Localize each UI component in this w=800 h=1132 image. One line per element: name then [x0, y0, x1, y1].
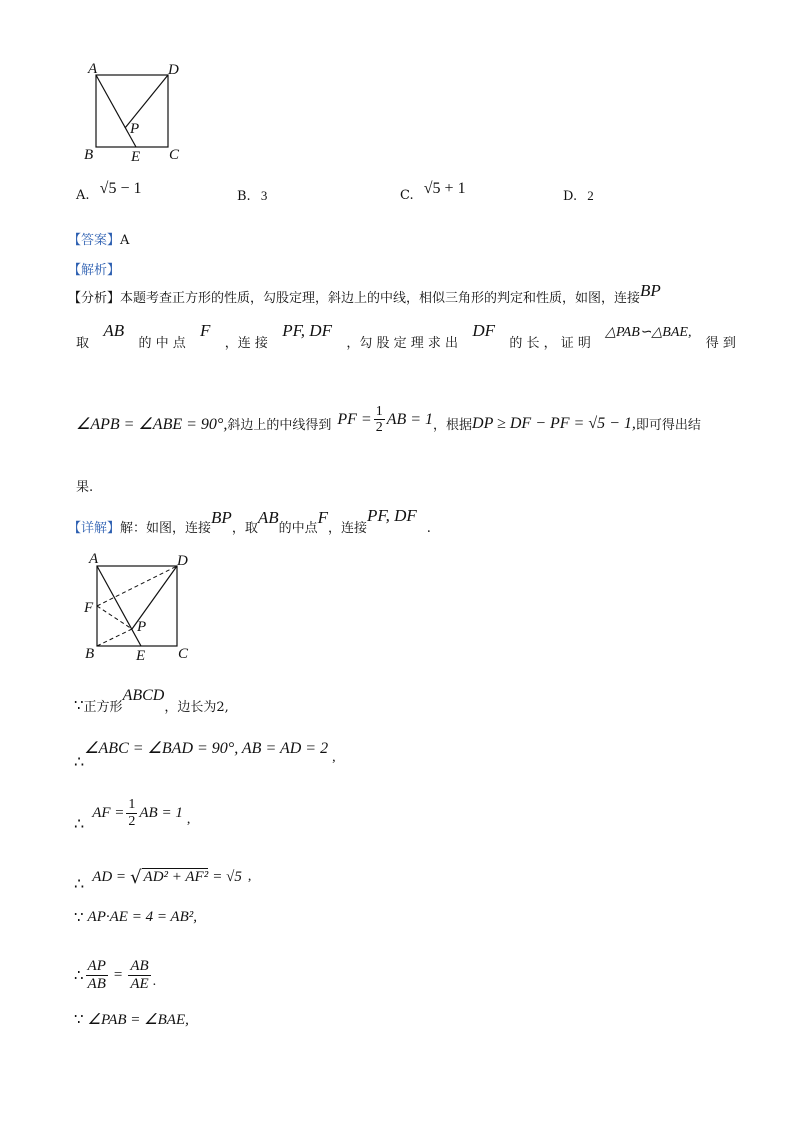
proof-step4-radicand: AD² + AF² [143, 869, 209, 885]
proof-step2-end: , [332, 750, 336, 765]
fenxi-line2-c: ，连 接 [224, 336, 268, 351]
proof-step4-end: , [247, 869, 252, 884]
fenxi-line2-d: ，勾 股 定 理 求 出 [346, 336, 458, 351]
label-a: A [88, 62, 98, 77]
label-c: C [169, 147, 180, 163]
fenxi-line2-m4: DF [472, 321, 495, 340]
proof-step4-m2: = √5 [212, 868, 242, 885]
proof-step2-math: ∠ABC = ∠BAD = 90°, AB = AD = 2 [84, 740, 329, 757]
label2-b: B [85, 646, 95, 662]
proof-step5 [74, 908, 197, 927]
option-a [76, 180, 142, 204]
proof-step5-math: AP·AE = 4 = AB², [87, 909, 197, 925]
fenxi-line4 [76, 476, 93, 495]
proof-step1-text2: ，边长为2, [164, 700, 229, 715]
xiangjie-m3: F [317, 508, 329, 527]
label-d: D [168, 62, 179, 78]
proof-step3-m2: AB = 1 [139, 804, 183, 821]
segment2-fd-dashed [97, 566, 177, 606]
proof-step7 [74, 1010, 189, 1029]
proof-step3-frac-num: 1 [128, 797, 136, 813]
option-a-label: A. [76, 188, 90, 203]
fenxi-line2-m1: AB [103, 321, 125, 340]
therefore-symbol-3: ∴ [74, 816, 85, 833]
option-c-label: C. [400, 188, 414, 203]
answer-value: A [120, 233, 130, 248]
proof-step3-frac [126, 797, 137, 829]
proof-step1-text: 正方形 [83, 700, 123, 715]
proof-step6-end: . [152, 974, 157, 989]
option-a-math: √5 − 1 [99, 180, 142, 197]
xiangjie-line [68, 506, 431, 536]
option-c-math: √5 + 1 [423, 180, 466, 197]
xiangjie-e: . [426, 521, 431, 536]
fenxi-line1-math: BP [640, 281, 661, 300]
label-e: E [131, 149, 141, 165]
xiangjie-c: 的中点 [278, 521, 318, 536]
segment2-fp-dashed [97, 606, 132, 629]
option-b-value: 3 [260, 188, 268, 203]
fenxi-line2-f: 得 到 [705, 336, 736, 351]
option-c [400, 180, 466, 204]
analysis-tag: 【解析】 [68, 263, 121, 278]
xiangjie-b: ，取 [231, 521, 258, 536]
label2-f: F [84, 600, 94, 616]
because-symbol-7: ∵ [74, 1012, 84, 1028]
therefore-symbol-6: ∴ [74, 967, 84, 984]
fenxi-line1-text: 本题考查正方形的性质，勾股定理，斜边上的中线，相似三角形的判定和性质，如图，连接 [120, 291, 641, 306]
fenxi-line3-frac [374, 404, 385, 436]
proof-step2 [74, 738, 336, 772]
label2-p: P [137, 619, 147, 635]
label2-a: A [89, 551, 99, 567]
xiangjie-m1: BP [211, 508, 232, 527]
fenxi-line2-m3: PF, DF [282, 321, 332, 340]
fenxi-line3-m1: ∠APB = ∠ABE = 90°, [76, 415, 228, 433]
option-b-label: B. [237, 189, 251, 204]
fenxi-line3-frac-den: 2 [375, 420, 383, 436]
proof-step3-m1: AF = [92, 804, 125, 821]
proof-step6-frac1-num: AP [87, 958, 106, 974]
figure-square-with-midpoint [80, 550, 195, 665]
fenxi-line2-e: 的 长 ， 证 明 [509, 336, 591, 351]
fenxi-line4-text: 果. [76, 480, 94, 495]
because-symbol-5: ∵ [74, 910, 84, 926]
fenxi-line2 [76, 321, 736, 351]
proof-step1 [74, 687, 229, 715]
proof-step6-frac2 [128, 958, 150, 992]
because-symbol-1: ∵ [74, 698, 84, 714]
proof-step6 [74, 958, 156, 992]
fenxi-line3-c: 即可得出结 [635, 418, 701, 434]
answer-line [68, 229, 129, 248]
option-d-value: 2 [587, 188, 594, 203]
fenxi-line3-m2b: AB = 1 [386, 410, 434, 428]
xiangjie-m4: PF, DF [367, 506, 417, 525]
fenxi-line3 [76, 404, 701, 440]
fenxi-line3-a: 斜边上的中线得到 [227, 418, 332, 434]
fenxi-line3-frac-num: 1 [375, 404, 383, 419]
segment2-bp-dashed [97, 629, 132, 646]
option-d-label: D. [563, 189, 578, 204]
xiangjie-m2: AB [257, 508, 279, 527]
label2-c: C [178, 646, 189, 662]
therefore-symbol-2: ∴ [74, 754, 85, 771]
proof-step6-frac2-num: AB [130, 958, 149, 974]
analysis-header [68, 259, 120, 278]
fenxi-line2-b: 的 中 点 [138, 336, 186, 351]
label-b: B [84, 147, 94, 163]
proof-step3-frac-den: 2 [128, 813, 136, 829]
label-p: P [130, 121, 140, 137]
fenxi-line3-m3: DP ≥ DF − PF = √5 − 1, [472, 414, 636, 432]
proof-step4-m1: AD = [92, 868, 127, 885]
label2-d: D [177, 553, 188, 569]
proof-step6-frac1 [86, 958, 108, 992]
proof-step7-math: ∠PAB = ∠BAE, [87, 1012, 189, 1028]
xiangjie-d: ，连接 [328, 521, 368, 536]
proof-step6-frac1-den: AB [87, 975, 106, 992]
option-d [563, 188, 594, 204]
proof-step6-frac2-den: AE [130, 975, 149, 992]
segment2-ae [97, 566, 141, 646]
sqrt-radical-icon: √ [130, 866, 142, 888]
proof-step1-math: ABCD [122, 687, 165, 704]
therefore-symbol-4: ∴ [74, 876, 85, 893]
proof-step6-eq: = [113, 966, 123, 983]
proof-step4 [74, 860, 251, 894]
fenxi-line2-m5: △PAB∽△BAE, [605, 325, 692, 340]
figure-square-abcd [78, 62, 188, 167]
label2-e: E [136, 648, 146, 664]
xiangjie-tag: 【详解】 [68, 521, 121, 536]
fenxi-line2-a: 取 [76, 336, 90, 351]
fenxi-tag: 【分析】 [68, 291, 121, 306]
answer-tag: 【答案】 [68, 233, 121, 248]
fenxi-line1 [68, 281, 661, 307]
option-b [237, 188, 267, 204]
proof-step3-end: , [186, 812, 191, 827]
xiangjie-a: 解：如图，连接 [120, 521, 212, 536]
proof-step3 [74, 792, 190, 834]
fenxi-line3-m2a: PF = [337, 410, 372, 428]
fenxi-line3-b: ，根据 [433, 418, 473, 434]
fenxi-line2-m2: F [200, 321, 211, 340]
